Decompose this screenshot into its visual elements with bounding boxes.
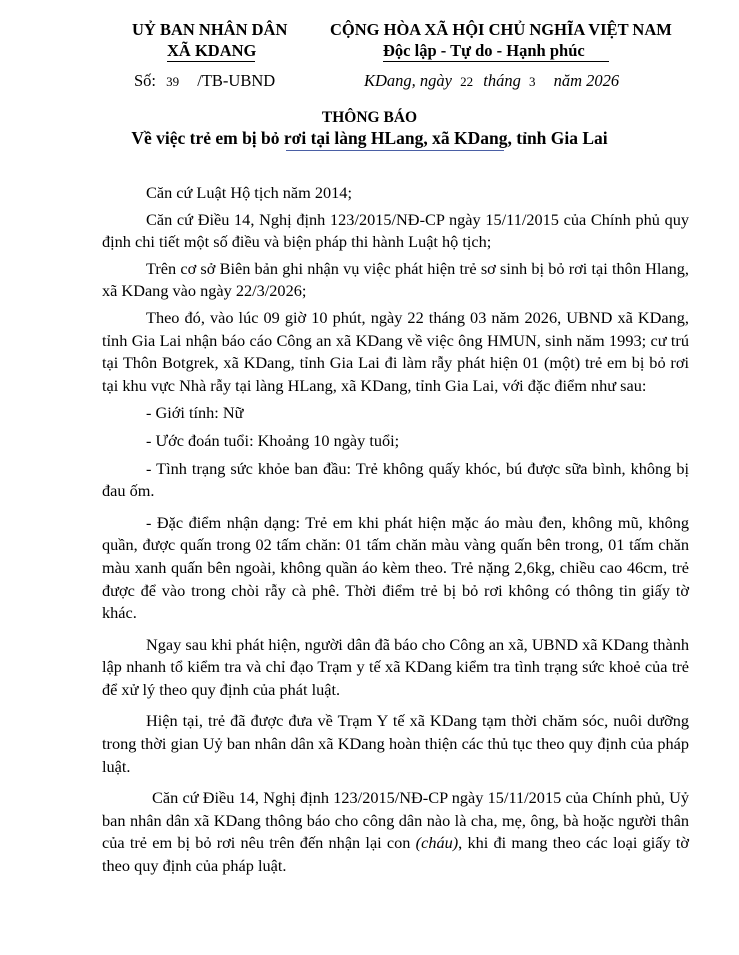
doc-number-label: Số: (134, 71, 157, 90)
authority-underline (167, 61, 255, 62)
nation-title: CỘNG HÒA XÃ HỘI CHỦ NGHĨA VIỆT NAM (330, 20, 672, 39)
doc-number-suffix: /TB-UBND (197, 71, 276, 90)
paragraph-legal-basis-1: Căn cứ Luật Hộ tịch năm 2014; (146, 183, 352, 202)
paragraph-age: - Ước đoán tuổi: Khoảng 10 ngày tuổi; (146, 430, 400, 450)
date-prefix: KDang, ngày (364, 71, 452, 90)
doc-number-value: 39 (166, 74, 180, 89)
doc-type-title: THÔNG BÁO (321, 109, 418, 126)
authority-name: UỶ BAN NHÂN DÂN (132, 20, 288, 39)
notice-text-italic: (cháu) (415, 833, 459, 853)
notice-text-a: Căn cứ Điều 14, Nghị định 123/2015/NĐ-CP ngày 15/11/2015 của Chính phủ, Uỷ ban nhân dân xã KDang thông báo cho công dân nào là cha, mẹ, ông, bà hoặc người thân của trẻ em bị bỏ rơi nêu trên đến nhận lại con (102, 788, 689, 853)
paragraph-gender: - Giới tính: Nữ (146, 403, 244, 423)
authority-commune: XÃ KDANG (167, 41, 257, 60)
document-body (102, 182, 689, 878)
paragraph-health: - Tình trạng sức khỏe ban đầu: Trẻ không quấy khóc, bú được sữa bình, không bị đau ốm. (102, 458, 689, 501)
date-day: 22 (460, 74, 474, 89)
nation-motto: Độc lập - Tự do - Hạnh phúc (383, 41, 585, 60)
doc-number-line (134, 71, 275, 91)
doc-subject-title: Về việc trẻ em bị bỏ rơi tại làng HLang, xã KDang, tỉnh Gia Lai (131, 128, 608, 148)
motto-underline (383, 61, 609, 62)
paragraph-legal-basis-2: Căn cứ Điều 14, Nghị định 123/2015/NĐ-CP ngày 15/11/2015 của Chính phủ quy định chi tiết một số điều và biện pháp thi hành Luật hộ tịch; (102, 209, 689, 252)
date-month-label: tháng (483, 71, 521, 90)
title-underline (286, 150, 504, 151)
paragraph-response: Ngay sau khi phát hiện, người dân đã báo cho Công an xã, UBND xã KDang thành lập nhanh tổ kiểm tra và chỉ đạo Trạm y tế xã KDang kiểm tra tình trạng sức khoẻ của trẻ để xử lý theo quy định của phát luật. (102, 634, 689, 699)
paragraph-current-status: Hiện tại, trẻ đã được đưa về Trạm Y tế xã KDang tạm thời chăm sóc, nuôi dưỡng trong thời gian Uỷ ban nhân dân xã KDang hoàn thiện các thủ tục theo quy định của pháp luật. (102, 711, 689, 776)
date-month: 3 (528, 74, 536, 89)
date-line (364, 71, 619, 91)
notice-text-b: , khi đi mang theo các loại giấy tờ theo quy định của pháp luật. (102, 833, 690, 876)
paragraph-notice (102, 787, 689, 877)
date-year: năm 2026 (553, 71, 620, 90)
paragraph-record-basis: Trên cơ sở Biên bản ghi nhận vụ việc phát hiện trẻ sơ sinh bị bỏ rơi tại thôn Hlang, xã KDang vào ngày 22/3/2026; (102, 258, 689, 301)
paragraph-incident: Theo đó, vào lúc 09 giờ 10 phút, ngày 22 tháng 03 năm 2026, UBND xã KDang, tỉnh Gia Lai nhận báo cáo Công an xã KDang về việc ông HMUN, sinh năm 1993; cư trú tại Thôn Botgrek, xã KDang, tỉnh Gia Lai đi làm rẫy phát hiện 01 (một) trẻ em bị bỏ rơi tại khu vực Nhà rẫy tại làng HLang, xã KDang, tỉnh Gia Lai, với đặc điểm như sau: (102, 307, 689, 395)
paragraph-identification: - Đặc điểm nhận dạng: Trẻ em khi phát hiện mặc áo màu đen, không mũ, không quần, được quấn trong 02 tấm chăn: 01 tấm chăn màu vàng quấn bên trong, 01 tấm chăn màu xanh quấn bên ngoài, không quần áo kèm theo. Trẻ nặng 2,6kg, chiều cao 46cm, trẻ được để vào trong chòi rẫy cà phê. Thời điểm trẻ bị bỏ rơi không có thông tin giấy tờ khác. (102, 512, 689, 623)
